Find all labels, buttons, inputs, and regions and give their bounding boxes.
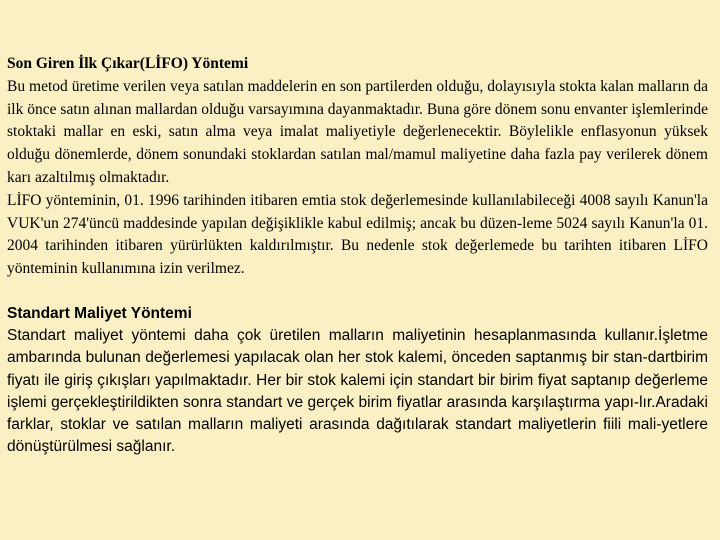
- lifo-heading: Son Giren İlk Çıkar(LİFO) Yöntemi: [7, 55, 249, 72]
- lifo-paragraph-1: Bu metod üretime verilen veya satılan maddelerin en son partilerden olduğu, dolayısıyla stokta kalan malların da ilk önce satın alınan mallardan olduğu varsayımına dayanmaktadır. Buna göre dönem sonu envanter işlemlerinde stoktaki mallar en eski, satın alma veya imalat maliyetiyle değerlenecektir. Böylelikle enflasyonun yüksek olduğu dönemlerde, dönem sonundaki stoklardan satılan mal/mamul maliyetine daha fazla pay verilerek dönem karı azaltılmış olmaktadır.: [7, 77, 708, 186]
- standart-paragraph-1: Standart maliyet yöntemi daha çok üretilen malların maliyetinin hesaplanmasında kullanır.İşletme ambarında bulunan değerlemesi yapılacak olan her stok kalemi, önceden saptanmış bir stan-dartbirim fiyatı ile giriş çıkışları yapılmaktadır. Her bir stok kalemi için standart bir birim fiyat saptanıp değerleme işlemi gerçekleştirildikten sonra standart ve gerçek birim fiyatlar arasında karşılaştırma yapı-lır.Aradaki farklar, stoklar ve satılan malların maliyeti arasında dağıtılarak standart maliyetlerin fiili mali-yetlere dönüştürülmesi sağlanır.: [7, 327, 708, 456]
- lifo-section: [7, 53, 708, 281]
- standart-section: [7, 303, 708, 458]
- lifo-paragraph-2: LİFO yönteminin, 01. 1996 tarihinden itibaren emtia stok değerlemesinde kullanılabileceği 4008 sayılı Kanun'la VUK'un 274'üncü maddesinde yapılan değişiklikle kabul edilmiş; ancak bu düzen-leme 5024 sayılı Kanun'la 01. 2004 tarihinden itibaren yürürlükten kaldırılmıştır. Bu nedenle stok değerlemede bu tarihten itibaren LİFO yönteminin kullanımına izin verilmez.: [7, 191, 708, 278]
- document-page: [7, 53, 708, 458]
- standart-heading: Standart Maliyet Yöntemi: [7, 304, 192, 322]
